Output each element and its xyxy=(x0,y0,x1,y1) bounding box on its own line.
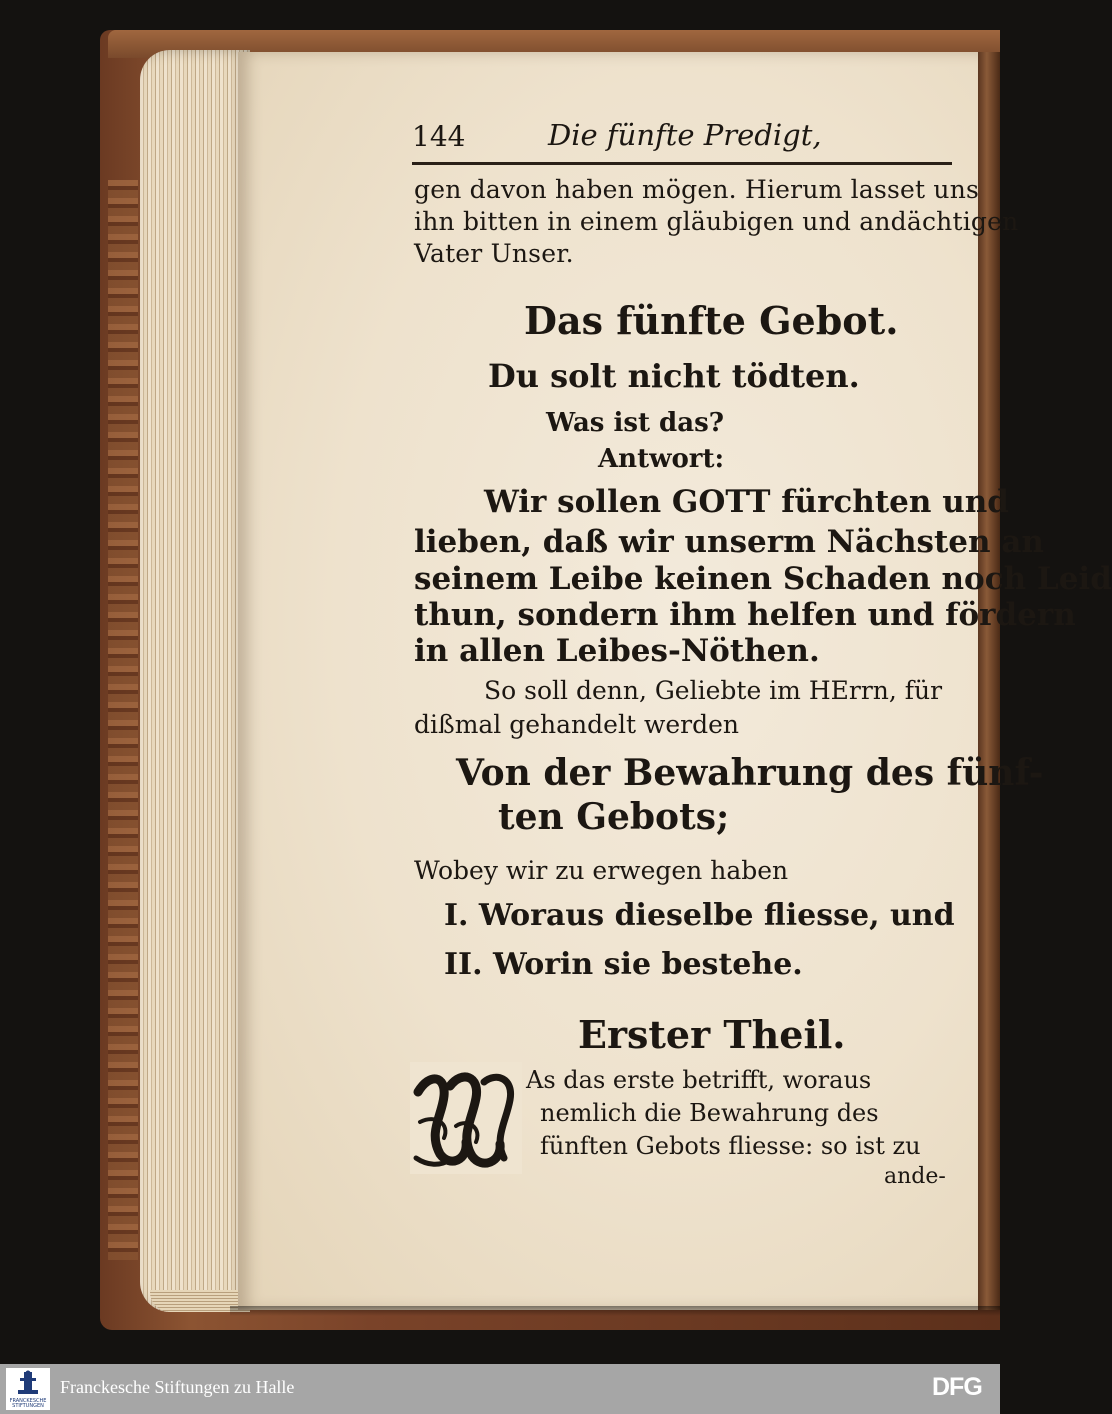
page-shadow xyxy=(230,1306,1000,1316)
running-title: Die fünfte Predigt, xyxy=(548,118,822,152)
answer-line: seinem Leibe keinen Schaden noch Leid xyxy=(414,561,1112,597)
catechism-answer-label: Antwort: xyxy=(598,444,725,474)
franckesche-stiftungen-logo[interactable] xyxy=(6,1368,50,1410)
intro-line: gen davon haben mögen. Hierum lasset uns xyxy=(414,175,980,204)
catechism-question: Was ist das? xyxy=(546,408,724,438)
ornamental-w-icon xyxy=(410,1062,522,1174)
theme-intro-line: So soll denn, Geliebte im HErrn, für xyxy=(484,676,943,705)
catchword: ande- xyxy=(884,1164,946,1189)
section-title: Erster Theil. xyxy=(578,1012,846,1057)
theme-heading: ten Gebots; xyxy=(498,796,730,838)
logo-caption: FRANCKESCHE xyxy=(9,1398,47,1404)
section-body-line: As das erste betrifft, woraus xyxy=(526,1066,872,1094)
header-rule xyxy=(412,162,952,165)
commandment-title: Das fünfte Gebot. xyxy=(524,298,899,343)
decorated-initial xyxy=(410,1062,522,1174)
section-body-line: nemlich die Bewahrung des xyxy=(540,1099,879,1127)
theme-lead: Wobey wir zu erwegen haben xyxy=(414,856,789,885)
commandment-text: Du solt nicht tödten. xyxy=(488,357,860,395)
intro-line: Vater Unser. xyxy=(414,239,574,268)
book-spine-texture xyxy=(108,180,138,1260)
section-body-line: fünften Gebots fliesse: so ist zu xyxy=(540,1132,921,1160)
logo-caption: STIFTUNGEN xyxy=(12,1403,44,1409)
answer-line: lieben, daß wir unserm Nächsten an xyxy=(414,524,1044,560)
facing-page-edge xyxy=(978,52,1000,1310)
theme-part: I. Woraus dieselbe fliesse, und xyxy=(444,898,955,933)
viewer-footer xyxy=(0,1364,1000,1414)
theme-intro-line: dißmal gehandelt werden xyxy=(414,710,739,739)
intro-line: ihn bitten in einem gläubigen und andächtigen xyxy=(414,207,1019,236)
dfg-logo[interactable]: DFG xyxy=(932,1373,982,1401)
page-number: 144 xyxy=(412,120,466,153)
institution-name: Franckesche Stiftungen zu Halle xyxy=(60,1377,295,1397)
theme-part: II. Worin sie bestehe. xyxy=(444,947,803,982)
answer-line: in allen Leibes-Nöthen. xyxy=(414,633,820,669)
theme-heading: Von der Bewahrung des fünf- xyxy=(456,752,1044,794)
institution-emblem-icon xyxy=(6,1368,50,1398)
page-edges-stack xyxy=(140,50,250,1312)
answer-line: Wir sollen GOTT fürchten und xyxy=(484,484,1009,520)
answer-line: thun, sondern ihm helfen und fördern xyxy=(414,597,1076,633)
